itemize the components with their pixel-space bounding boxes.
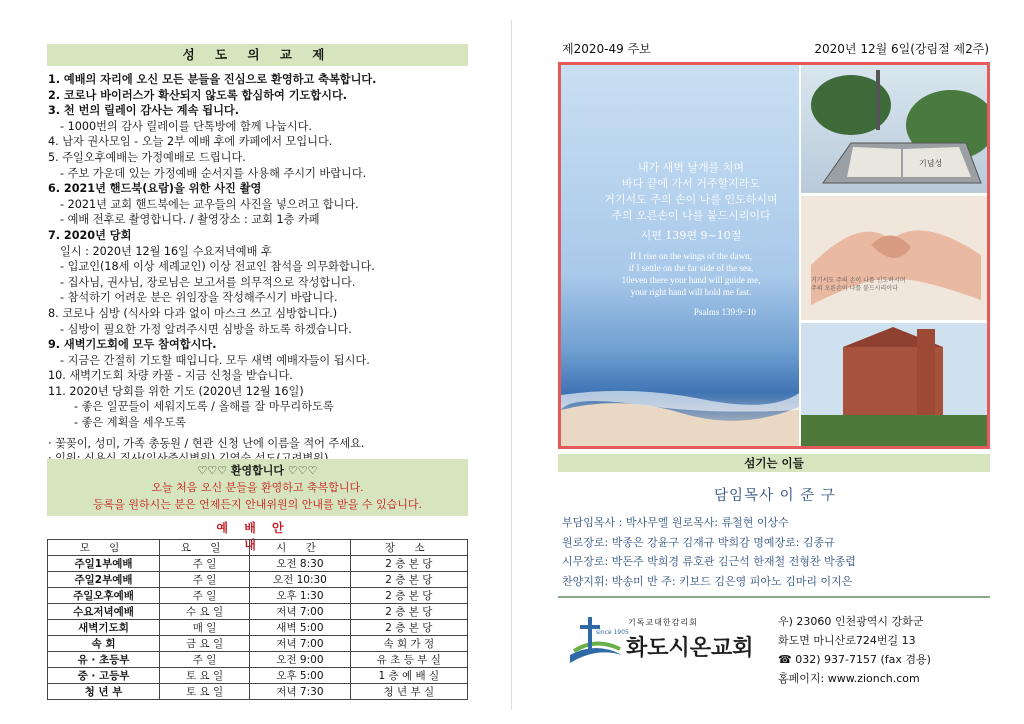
fellowship-header: 성 도 의 교 제 <box>47 44 468 66</box>
table-cell: 금 요 일 <box>160 636 250 652</box>
table-cell: 수요저녁예배 <box>48 604 160 620</box>
table-cell: 속 회 가 정 <box>350 636 467 652</box>
announcement-list <box>48 72 488 467</box>
announcement-line: 11. 2020년 당회를 위한 기도 (2020년 12월 16일) <box>48 384 304 398</box>
table-cell: 2 층 본 당 <box>350 556 467 572</box>
verse-line-ko: 바다 끝에 가서 거주할지라도 <box>621 177 760 190</box>
table-cell: 저녁 7:30 <box>250 684 351 700</box>
table-cell: 주 일 <box>160 588 250 604</box>
table-cell: 속 회 <box>48 636 160 652</box>
issue-number: 제2020-49 주보 <box>562 42 651 56</box>
announcement-line: · 꽃꽂이, 성미, 가족 총동원 / 현관 신청 난에 이름을 적어 주세요. <box>48 436 365 450</box>
table-cell: 오전 8:30 <box>250 556 351 572</box>
staff-line: 시무장로: 박돈주 박희경 류호관 김근석 한재철 전형찬 박종렵 <box>562 555 856 568</box>
table-header: 시 간 <box>250 540 351 556</box>
table-cell: 주 일 <box>160 556 250 572</box>
welcome-title: ♡♡♡ 환영합니다 ♡♡♡ <box>197 464 318 477</box>
table-cell: 청 년 부 <box>48 684 160 700</box>
table-cell: 주일오후예배 <box>48 588 160 604</box>
staff-line: 찬양지휘: 박송미 반 주: 키보드 김은영 피아노 김마리 이지은 <box>562 574 853 588</box>
announcement-line: - 지금은 간절히 기도할 때입니다. 모두 새벽 예배자들이 됩시다. <box>60 353 370 367</box>
verse-line-en: If I rise on the wings of the dawn, <box>630 251 752 261</box>
table-cell: 청 년 부 실 <box>350 684 467 700</box>
announcement-line: - 좋은 계획을 세우도록 <box>74 416 186 430</box>
table-row <box>48 652 468 668</box>
table-row <box>48 668 468 684</box>
phone-line: ☎ 032) 937-7157 (fax 겸용) <box>778 653 931 666</box>
announcement-line: - 2021년 교회 핸드북에는 교우들의 사진을 넣으려고 합니다. <box>60 197 359 211</box>
logo-since: since 1905 <box>596 629 629 636</box>
divider <box>558 596 990 598</box>
verse-line-ko: 내가 새벽 날개를 치며 <box>637 161 745 174</box>
verse-line-en: your right hand will hold me fast. <box>630 287 752 297</box>
table-cell: 2 층 본 당 <box>350 620 467 636</box>
cross-logo-icon <box>566 611 626 671</box>
announcement-line: 7. 2020년 당회 <box>48 228 132 242</box>
hands-caption: 거기서도 주의 손이 나를 인도하시며 <box>811 277 906 284</box>
announcement-line: 10. 새벽기도회 차량 카풀 - 지금 신청을 받습니다. <box>48 369 293 383</box>
staff-line: 원로장로: 박종은 강윤구 김재규 박희감 명예장로: 김종규 <box>562 535 835 549</box>
announcement-line: - 입교인(18세 이상 세례교인) 이상 전교인 참석을 의무화합니다. <box>60 260 375 274</box>
address-line: 우) 23060 인천광역시 강화군 <box>778 615 924 628</box>
table-cell: 유 · 초등부 <box>48 652 160 668</box>
table-cell: 토 요 일 <box>160 668 250 684</box>
bible-label: 기념성 <box>919 159 943 168</box>
hands-caption: 주의 오른손이 나를 붙드시리이다 <box>811 285 898 292</box>
announcement-line: - 예배 전후로 촬영합니다. / 촬영장소 : 교회 1층 카페 <box>60 213 320 227</box>
senior-pastor: 담임목사 이 준 구 <box>714 488 836 504</box>
announcement-line: - 1000번의 감사 릴레이를 단톡방에 함께 나눕시다. <box>60 119 312 133</box>
table-cell: 2 층 본 당 <box>350 588 467 604</box>
table-cell: 새벽기도회 <box>48 620 160 636</box>
table-cell: 2 층 본 당 <box>350 572 467 588</box>
announcement-line: 일시 : 2020년 12월 16일 수요저녁예배 후 <box>60 244 272 258</box>
worship-guide-title: 예 배 안 내 <box>216 521 290 552</box>
table-cell: 유 초 등 부 실 <box>350 652 467 668</box>
verse-line-ko: 주의 오른손이 나를 붙드시리이다 <box>611 209 771 222</box>
announcement-line: - 좋은 일꾼들이 세워지도록 / 올해를 잘 마무리하도록 <box>74 400 334 414</box>
table-cell: 주 일 <box>160 572 250 588</box>
table-cell: 주일2부예배 <box>48 572 160 588</box>
address-line: 화도면 마니산로724번길 13 <box>778 634 916 647</box>
table-cell: 주일1부예배 <box>48 556 160 572</box>
homepage-link[interactable]: 홈페이지: www.zionch.com <box>778 672 920 685</box>
table-cell: 1 층 예 배 실 <box>350 668 467 684</box>
announcement-line: 4. 남자 권사모임 - 오늘 2부 예배 후에 카페에서 모입니다. <box>48 135 333 149</box>
table-cell: 오후 5:00 <box>250 668 351 684</box>
table-cell: 주 일 <box>160 652 250 668</box>
church-logo <box>566 611 776 671</box>
issue-date: 2020년 12월 6일(강림절 제2주) <box>814 42 989 56</box>
staff-header: 섬기는 이들 <box>558 454 990 472</box>
announcement-line: 5. 주일오후예배는 가정예배로 드립니다. <box>48 150 246 164</box>
welcome-line: 등록을 원하시는 분은 언제든지 안내위원의 안내를 받을 수 있습니다. <box>93 498 422 511</box>
table-cell: 수 요 일 <box>160 604 250 620</box>
announcement-line: 9. 새벽기도회에 모두 참여합시다. <box>48 338 217 352</box>
worship-schedule-table <box>47 539 468 700</box>
announcement-line: - 참석하기 어려운 분은 위임장을 작성해주시기 바랍니다. <box>60 291 338 305</box>
welcome-box <box>47 459 468 516</box>
welcome-line: 오늘 처음 오신 분들을 환영하고 축복합니다. <box>151 481 364 494</box>
verse-ref-ko: 시편 139편 9~10절 <box>640 229 742 242</box>
table-header: 요 일 <box>160 540 250 556</box>
announcement-line: 3. 천 번의 릴레이 감사는 계속 됩니다. <box>48 104 239 118</box>
table-cell: 토 요 일 <box>160 684 250 700</box>
verse-line-ko: 거기서도 주의 손이 나를 인도하시며 <box>604 193 778 206</box>
announcement-line: 1. 예배의 자리에 오신 모든 분들을 진심으로 환영하고 축복합니다. <box>48 73 377 86</box>
announcement-line: 8. 코로나 심방 (식사와 다과 없이 마스크 쓰고 심방합니다.) <box>48 306 338 320</box>
table-cell: 중 · 고등부 <box>48 668 160 684</box>
table-row <box>48 636 468 652</box>
table-cell: 오전 10:30 <box>250 572 351 588</box>
table-cell: 2 층 본 당 <box>350 604 467 620</box>
announcement-line: - 주보 가운데 있는 가정예배 순서지를 사용해 주시기 바랍니다. <box>60 166 367 180</box>
church-address <box>778 612 990 688</box>
page-fold <box>511 20 512 710</box>
table-row <box>48 620 468 636</box>
verse-line-en: if I settle on the far side of the sea, <box>628 263 754 273</box>
table-row <box>48 588 468 604</box>
table-cell: 저녁 7:00 <box>250 604 351 620</box>
announcement-line: 2. 코로나 바이러스가 확산되지 않도록 합심하여 기도합시다. <box>48 88 348 102</box>
announcement-line: 6. 2021년 핸드북(요람)을 위한 사진 촬영 <box>48 182 262 196</box>
table-row <box>48 572 468 588</box>
table-header: 모 임 <box>48 540 160 556</box>
staff-line: 부담임목사 : 박사무엘 원로목사: 류철현 이상수 <box>562 516 789 529</box>
logo-church-name: 화도시온교회 <box>626 636 754 661</box>
verse-line-en: 10even there your hand will guide me, <box>621 275 761 285</box>
logo-denomination: 기독교대한감리회 <box>628 618 698 627</box>
table-cell: 오전 9:00 <box>250 652 351 668</box>
staff-list <box>562 513 992 591</box>
announcement-line: - 심방이 필요한 가정 알려주시면 심방을 하도록 하겠습니다. <box>60 322 352 336</box>
table-cell: 새벽 5:00 <box>250 620 351 636</box>
cover-image <box>558 62 990 449</box>
verse-ref-en: Psalms 139:9~10 <box>693 307 756 317</box>
table-cell: 오후 1:30 <box>250 588 351 604</box>
announcement-line: - 집사님, 권사님, 장로님은 보고서를 의무적으로 작성합니다. <box>60 275 356 289</box>
table-row <box>48 684 468 700</box>
table-cell: 저녁 7:00 <box>250 636 351 652</box>
table-row <box>48 604 468 620</box>
table-row <box>48 556 468 572</box>
table-cell: 매 일 <box>160 620 250 636</box>
table-header: 장 소 <box>350 540 467 556</box>
